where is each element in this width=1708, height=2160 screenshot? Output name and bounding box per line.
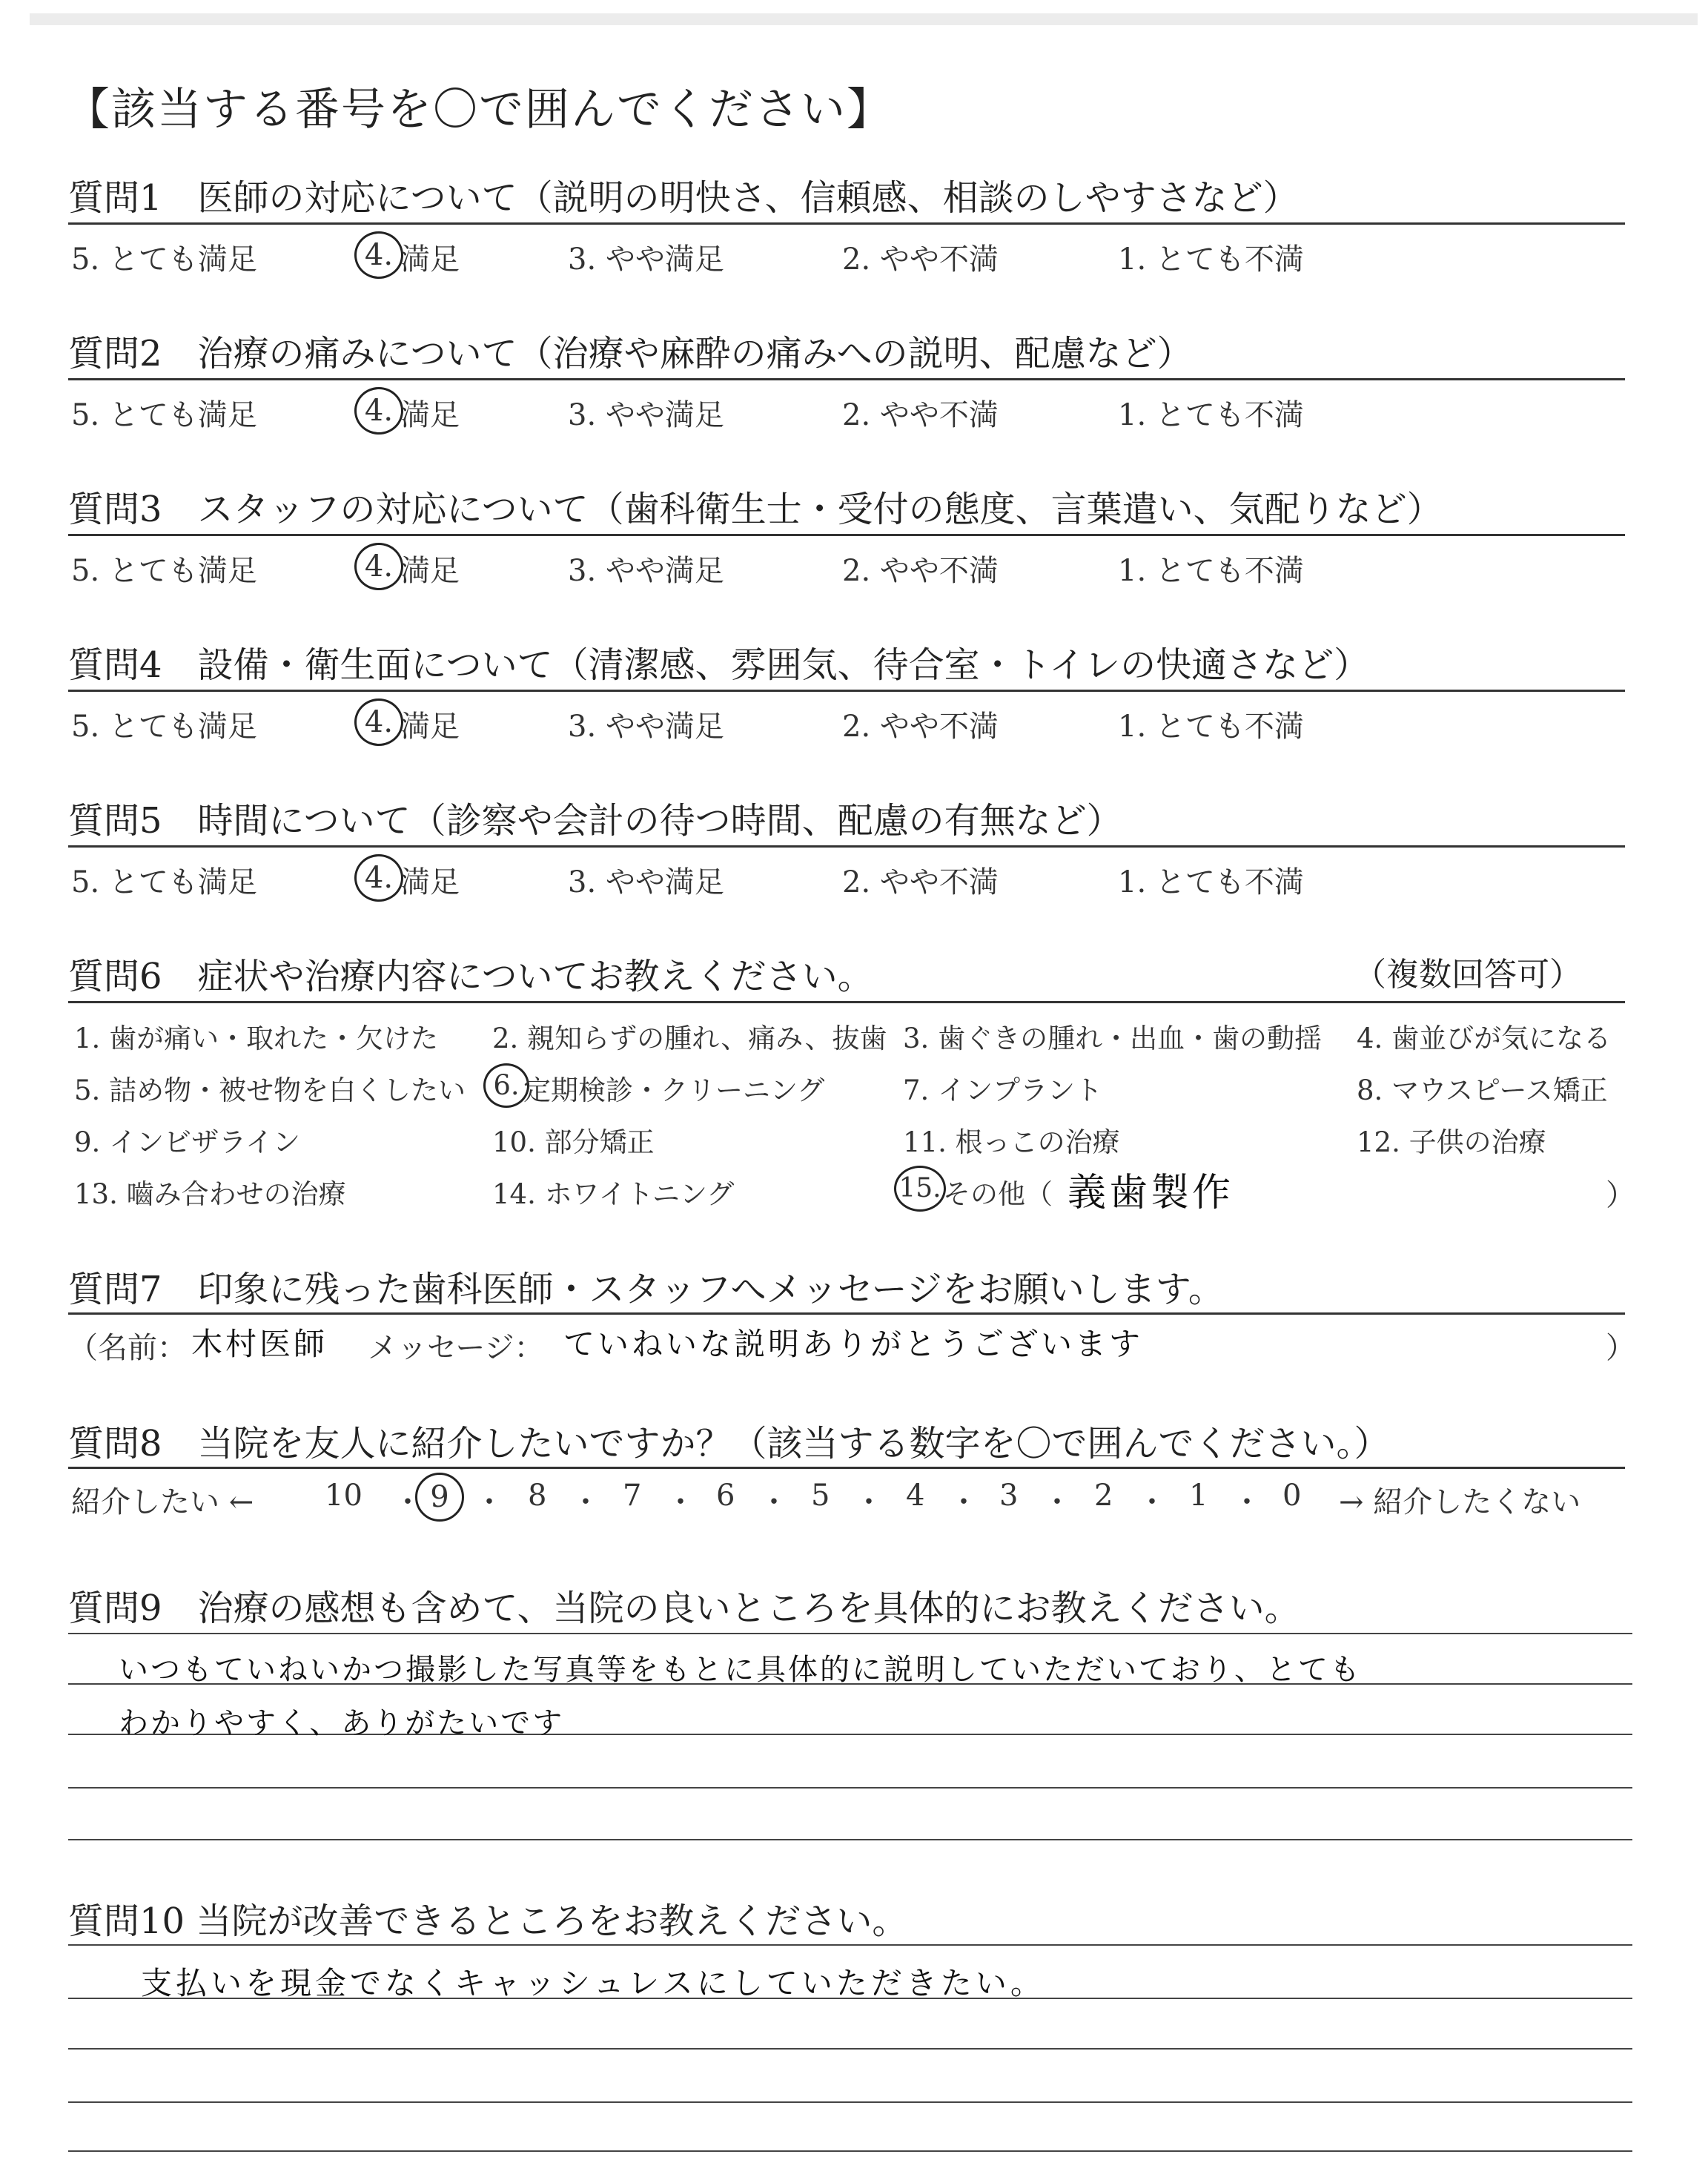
q6-option-3[interactable]: 3. 歯ぐきの腫れ・出血・歯の動揺 (903, 1023, 1323, 1054)
q6-option-10[interactable]: 10. 部分矯正 (492, 1126, 655, 1158)
scale-separator: ・ (949, 1485, 979, 1519)
divider (68, 1001, 1625, 1003)
option-very-dissatisfied[interactable]: 1. とても不満 (1118, 398, 1304, 432)
scale-9-circled[interactable]: 9 (415, 1473, 464, 1522)
option-somewhat-satisfied[interactable]: 3. やや満足 (568, 242, 724, 277)
answer-line (68, 1787, 1632, 1789)
question-title: 質問8 当院を友人に紹介したいですか？（該当する数字を〇で囲んでください。） (68, 1423, 1390, 1464)
divider (68, 845, 1625, 848)
option-satisfied-label: 満足 (400, 554, 460, 588)
option-very-satisfied[interactable]: 5. とても満足 (71, 710, 257, 744)
option-very-satisfied[interactable]: 5. とても満足 (71, 242, 257, 277)
scale-4[interactable]: 4 (906, 1479, 925, 1513)
scale-2[interactable]: 2 (1094, 1479, 1113, 1513)
q6-option-8[interactable]: 8. マウスピース矯正 (1357, 1074, 1608, 1106)
option-somewhat-dissatisfied[interactable]: 2. やや不満 (842, 865, 999, 899)
divider (68, 534, 1625, 536)
q6-option-11[interactable]: 11. 根っこの治療 (903, 1126, 1120, 1158)
question-title: 質問10 当院が改善できるところをお教えください。 (68, 1900, 908, 1942)
q9-answer-line-2[interactable]: わかりやすく、ありがたいです (119, 1706, 565, 1740)
question-title: 質問6 症状や治療内容についてお教えください。 (68, 956, 873, 997)
option-very-dissatisfied[interactable]: 1. とても不満 (1118, 242, 1304, 277)
message-handwritten[interactable]: ていねいな説明ありがとうございます (563, 1326, 1144, 1362)
scale-10[interactable]: 10 (325, 1479, 363, 1513)
option-satisfied-label: 満足 (400, 710, 460, 744)
closing-paren: ） (1606, 1331, 1635, 1365)
option-satisfied-circled[interactable]: 4. (354, 698, 403, 746)
question-title: 質問5 時間について（診察や会計の待つ時間、配慮の有無など） (68, 800, 1122, 842)
answer-line (68, 2048, 1632, 2050)
scale-separator: ・ (1042, 1485, 1072, 1519)
question-title: 質問1 医師の対応について（説明の明快さ、信頼感、相談のしやすさなど） (68, 177, 1299, 219)
option-somewhat-satisfied[interactable]: 3. やや満足 (568, 398, 724, 432)
scan-top-edge (30, 13, 1698, 25)
page-title: 【該当する番号を〇で囲んでください】 (65, 84, 893, 136)
scale-8[interactable]: 8 (528, 1479, 547, 1513)
q6-option-7[interactable]: 7. インプラント (903, 1074, 1103, 1106)
not-recommend-label: → 紹介したくない (1339, 1485, 1581, 1519)
answer-line (68, 1633, 1632, 1634)
multiple-answers-note: （複数回答可） (1354, 956, 1582, 994)
name-label: （名前： (68, 1331, 187, 1365)
q6-option-12[interactable]: 12. 子供の治療 (1357, 1126, 1546, 1158)
q6-option-6-circled[interactable]: 6. (483, 1063, 529, 1108)
option-very-satisfied[interactable]: 5. とても満足 (71, 398, 257, 432)
name-handwritten[interactable]: 木村医師 (191, 1326, 328, 1362)
option-somewhat-dissatisfied[interactable]: 2. やや不満 (842, 242, 999, 277)
q6-option-9[interactable]: 9. インビザライン (74, 1126, 300, 1158)
option-very-satisfied[interactable]: 5. とても満足 (71, 554, 257, 588)
scale-separator: ・ (759, 1485, 789, 1519)
question-title: 質問9 治療の感想も含めて、当院の良いところを具体的にお教えください。 (68, 1588, 1300, 1629)
message-label: メッセージ： (368, 1331, 544, 1365)
question-title: 質問4 設備・衛生面について（清潔感、雰囲気、待合室・トイレの快適さなど） (68, 644, 1370, 686)
scale-separator: ・ (854, 1485, 884, 1519)
q6-option-15-label: その他（ (943, 1178, 1053, 1210)
q6-option-2[interactable]: 2. 親知らずの腫れ、痛み、抜歯 (492, 1023, 887, 1054)
divider (68, 222, 1625, 225)
q6-option-1[interactable]: 1. 歯が痛い・取れた・欠けた (74, 1023, 439, 1054)
answer-line (68, 2101, 1632, 2103)
scale-separator: ・ (1137, 1485, 1167, 1519)
q10-answer-line-1[interactable]: 支払いを現金でなくキャッシュレスにしていただきたい。 (141, 1965, 1045, 2001)
question-title: 質問7 印象に残った歯科医師・スタッフへメッセージをお願いします。 (68, 1269, 1224, 1310)
scale-separator: ・ (474, 1485, 504, 1519)
divider (68, 378, 1625, 380)
divider (68, 1467, 1625, 1469)
scale-3[interactable]: 3 (999, 1479, 1019, 1513)
option-satisfied-circled[interactable]: 4. (354, 543, 403, 590)
recommend-label: 紹介したい ← (71, 1485, 254, 1519)
q9-answer-line-1[interactable]: いつもていねいかつ撮影した写真等をもとに具体的に説明していただいており、とても (119, 1653, 1362, 1687)
option-somewhat-dissatisfied[interactable]: 2. やや不満 (842, 398, 999, 432)
scale-1[interactable]: 1 (1189, 1479, 1208, 1513)
option-somewhat-dissatisfied[interactable]: 2. やや不満 (842, 554, 999, 588)
scale-0[interactable]: 0 (1282, 1479, 1302, 1513)
divider (68, 1312, 1625, 1315)
option-very-dissatisfied[interactable]: 1. とても不満 (1118, 554, 1304, 588)
scale-6[interactable]: 6 (716, 1479, 735, 1513)
option-satisfied-label: 満足 (400, 865, 460, 899)
option-satisfied-label: 満足 (400, 398, 460, 432)
question-title: 質問3 スタッフの対応について（歯科衛生士・受付の態度、言葉遣い、気配りなど） (68, 489, 1443, 530)
option-somewhat-satisfied[interactable]: 3. やや満足 (568, 710, 724, 744)
scale-7[interactable]: 7 (623, 1479, 642, 1513)
option-somewhat-satisfied[interactable]: 3. やや満足 (568, 554, 724, 588)
option-somewhat-dissatisfied[interactable]: 2. やや不満 (842, 710, 999, 744)
option-satisfied-circled[interactable]: 4. (354, 231, 403, 279)
q6-option-15-circled[interactable]: 15. (894, 1166, 946, 1212)
scale-separator: ・ (1232, 1485, 1262, 1519)
divider (68, 690, 1625, 692)
q6-option-4[interactable]: 4. 歯並びが気になる (1357, 1023, 1612, 1054)
option-somewhat-satisfied[interactable]: 3. やや満足 (568, 865, 724, 899)
answer-line (68, 1839, 1632, 1840)
q6-option-14[interactable]: 14. ホワイトニング (492, 1178, 735, 1210)
option-satisfied-circled[interactable]: 4. (354, 854, 403, 902)
option-very-dissatisfied[interactable]: 1. とても不満 (1118, 865, 1304, 899)
option-very-satisfied[interactable]: 5. とても満足 (71, 865, 257, 899)
scale-separator: ・ (393, 1485, 423, 1519)
option-very-dissatisfied[interactable]: 1. とても不満 (1118, 710, 1304, 744)
option-satisfied-label: 満足 (400, 242, 460, 277)
question-title: 質問2 治療の痛みについて（治療や麻酔の痛みへの説明、配慮など） (68, 333, 1193, 374)
answer-line (68, 2150, 1632, 2152)
scale-5[interactable]: 5 (811, 1479, 830, 1513)
q6-option-13[interactable]: 13. 嚙み合わせの治療 (74, 1178, 346, 1210)
scale-separator: ・ (666, 1485, 695, 1519)
option-satisfied-circled[interactable]: 4. (354, 387, 403, 435)
answer-line (68, 1944, 1632, 1946)
q6-option-5[interactable]: 5. 詰め物・被せ物を白くしたい (74, 1074, 466, 1106)
closing-paren: ） (1606, 1178, 1635, 1212)
q6-other-handwritten[interactable]: 義歯製作 (1068, 1171, 1234, 1215)
q6-option-6-label: 定期検診・クリーニング (523, 1074, 825, 1106)
scale-separator: ・ (571, 1485, 600, 1519)
